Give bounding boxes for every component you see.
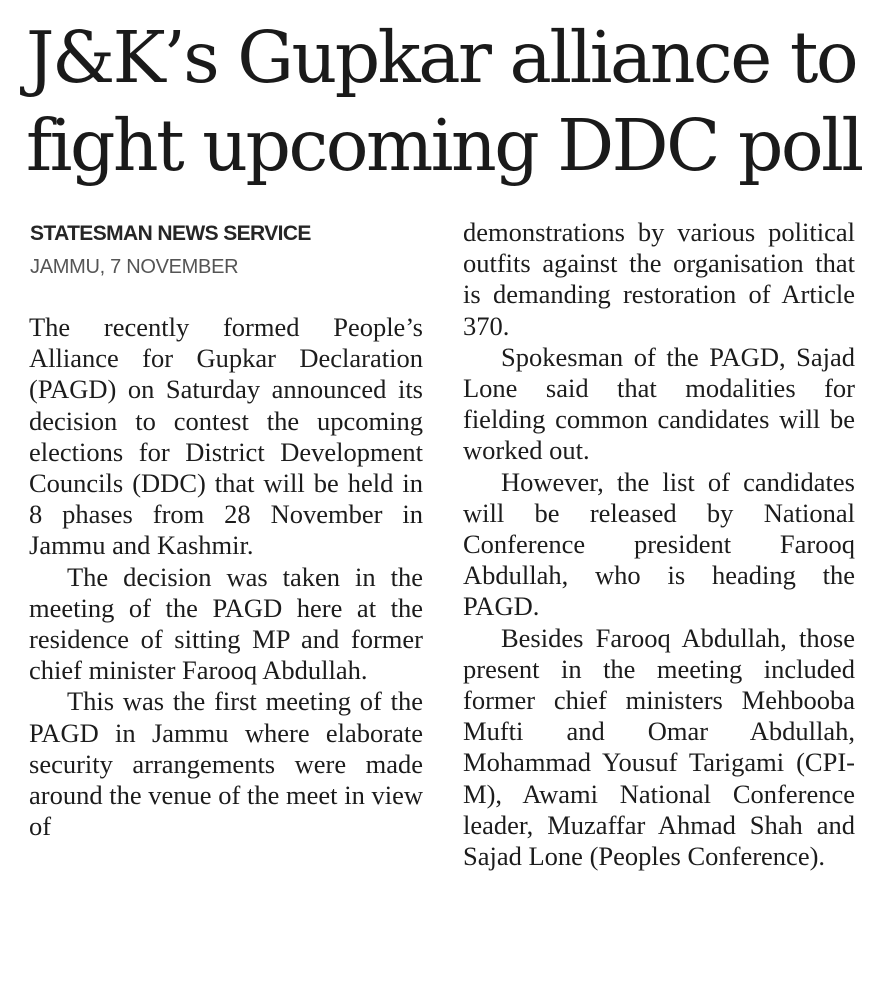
paragraph: The recently formed People’s Alliance for Gupkar Declaration (PAGD) on Saturday announced its decision to contest the upcoming elections for District Development Councils (DDC) that will be held in 8 phases from 28 November in Jammu and Kashmir. bbox=[29, 312, 423, 561]
headline bbox=[26, 14, 862, 190]
paragraph: Spokesman of the PAGD, Sajad Lone said that modalities for fielding common candidates will be worked out. bbox=[463, 341, 855, 466]
paragraph: demonstrations by various political outfits against the organisation that is demanding restoration of Article 370. bbox=[463, 217, 855, 341]
article-column-right bbox=[463, 217, 855, 872]
byline: STATESMAN NEWS SERVICE bbox=[30, 222, 311, 245]
paragraph: This was the first meeting of the PAGD in Jammu where elaborate security arrangements were made around the venue of the meet in view of bbox=[29, 686, 423, 842]
paragraph: Besides Farooq Abdullah, those present in the meeting included former chief ministers Mehbooba Mufti and Omar Abdullah, Mohammad Yousuf Tarigami (CPI-M), Awami National Conference leader, Muzaffar Ahmad Shah and Sajad Lone (Peoples Conference). bbox=[463, 622, 855, 872]
paragraph: The decision was taken in the meeting of the PAGD here at the residence of sitting MP and former chief minister Farooq Abdullah. bbox=[29, 561, 423, 686]
paragraph: However, the list of candidates will be released by National Conference president Farooq Abdullah, who is heading the PAGD. bbox=[463, 466, 855, 622]
headline-line-1: J&K’s Gupkar alliance to bbox=[26, 16, 857, 99]
dateline: JAMMU, 7 NOVEMBER bbox=[30, 256, 239, 278]
headline-line-2: fight upcoming DDC poll bbox=[26, 104, 862, 187]
article-column-left bbox=[29, 312, 423, 842]
